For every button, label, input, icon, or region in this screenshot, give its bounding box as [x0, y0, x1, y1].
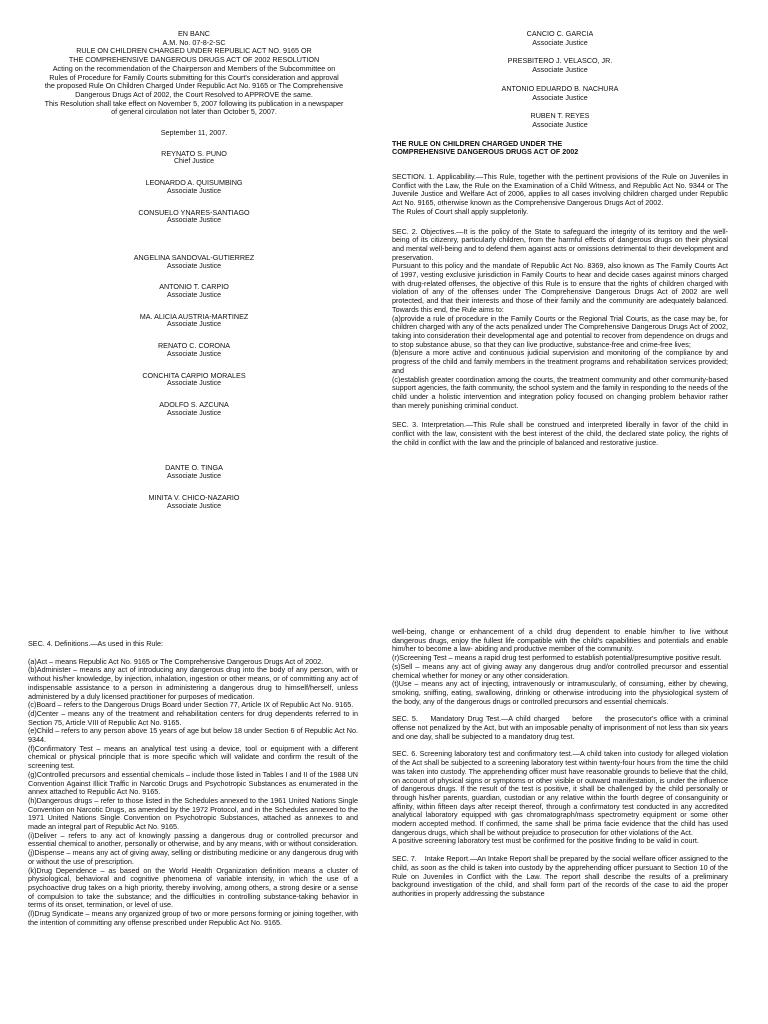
signatory-name: ANTONIO T. CARPIO: [159, 282, 229, 292]
signatory: [28, 464, 360, 481]
definition-item: well-being, change or enhancement of a child drug dependent to enable him/her to live without dangerous drugs, enjoy the fullest life compatible with the child's capabilities and potentials and enable him/her to become a law- abiding and productive member of the community.: [392, 627, 728, 654]
definition-item: (t)Use – means any act of injecting, intravenously or intramuscularly, of consuming, either by chewing, smoking, sniffing, eating, swallowing, drinking or otherwise introducing into the physiological system of the body, any of the dangerous drugs or controlled precursors and essential chemicals.: [392, 679, 728, 706]
definition-item: (g)Controlled precursors and essential chemicals – include those listed in Tables I and II of the 1988 UN Convention Against Illicit Traffic in Narcotic Drugs and Psychotropic Substances as enumerated in the annex attached to Republic Act No. 9165.: [28, 769, 358, 797]
signatory-name: CONSUELO YNARES-SANTIAGO: [138, 207, 250, 217]
header-line: A.M. No. 07-8-2-SC: [162, 37, 226, 47]
rule-title-line: THE RULE ON CHILDREN CHARGED UNDER THE: [392, 138, 563, 148]
signatory-title: Associate Justice: [532, 37, 588, 47]
section-heading: SEC. 4. Definitions.—As used in this Rule:: [28, 639, 164, 648]
section-paragraph: SEC. 6. Screening laboratory test and confirmatory test.—A child taken into custody for alleged violation of the Act shall be subjected to a screening laboratory test within twenty-four hours from the time the child was taken into custody. The apprehending officer must have reasonable grounds to believe that the child, on account of physical signs or symptoms or other visible or outward manifestation, is under the influence of dangerous drugs. If the result of the test is positive, it shall be challenged by the child personally or through his/her parents, guardian, custodian or any relative within the fourth degree of consanguinity or affinity, within fifteen days after receipt thereof, through a confirmatory test conducted in any accredited analytical laboratory equipped with gas chromatograph/mass spectrometry equipment or some other modern accepted method. If confirmed, the same shall be prima facie evidence that the child has used dangerous drugs, which shall be without prejudice to prosecution for other violations of the Act.: [392, 749, 728, 837]
signatory: [392, 30, 728, 47]
definition-item: (e)Child – refers to any person above 15 years of age but below 18 under Section 6 of Republic Act No. 9344.: [28, 726, 358, 745]
definition-item: (d)Center – means any of the treatment and rehabilitation centers for drug dependents referred to in Section 75, Article VIII of Republic Act No. 9165.: [28, 708, 358, 727]
signatory-name: PRESBITERO J. VELASCO, JR.: [507, 56, 613, 66]
header-line: of general circulation not later than October 5, 2007.: [111, 107, 277, 117]
signatory-title: Associate Justice: [166, 502, 222, 510]
section-paragraph: (b)ensure a more active and continuous judicial supervision and monitoring of the compliance by and progress of the child and family members in the treatment programs and rehabilitation services provided; and: [392, 348, 728, 375]
rule-right-column: [392, 628, 728, 899]
section-paragraph: SECTION. 1. Applicability.—This Rule, together with the pertinent provisions of the Rule on Juveniles in Conflict with the Law, the Rule on the Examination of a Child Witness, and Republic Act No. 9344 or The Juvenile Justice and Welfare Act of 2006, applies to all cases involving children charged under Republic Act No. 9165, otherwise known as the Comprehensive Dangerous Drugs Act of 2002.: [392, 172, 728, 208]
definition-item: (a)Act – means Republic Act No. 9165 or The Comprehensive Dangerous Drugs Act of 2002.: [28, 656, 324, 666]
header-line: This Resolution shall take effect on November 5, 2007 following its publication in a newspaper: [44, 98, 344, 108]
header-line: Acting on the recommendation of the Chairperson and Members of the Subcommittee on: [52, 63, 336, 73]
signatory-name: ANGELINA SANDOVAL-GUTIERREZ: [133, 252, 255, 262]
signatory: [28, 401, 360, 418]
signatory-name: RENATO C. CORONA: [157, 341, 230, 351]
signatory-name: ADOLFO S. AZCUNA: [159, 399, 229, 409]
definition-item: (b)Administer – means any act of introducing any dangerous drug into the body of any person, with or without his/her knowledge, by injection, inhalation, ingestion or other means, or of committing any act of indispensable assistance to a person in administering a dangerous drug to himself/herself, unless administered by a duly licensed practitioner for purposes of medication.: [28, 665, 358, 701]
header-line: Dangerous Drugs Act of 2002, the Court Resolved to APPROVE the same.: [75, 89, 313, 99]
rule-title-line: COMPREHENSIVE DANGEROUS DRUGS ACT OF 2002: [392, 147, 579, 157]
section-paragraph: A positive screening laboratory test must be confirmed for the positive finding to be valid in court.: [392, 836, 699, 846]
definition-item: (f)Confirmatory Test – means an analytical test using a device, tool or equipment with a different chemical or physical principle that is more specific which will validate and confirm the result of the screening test.: [28, 743, 358, 771]
signatory: [28, 283, 360, 300]
definition-item: (s)Sell – means any act of giving away any dangerous drug and/or controlled precursor and essential chemical whether for money or any other consideration.: [392, 661, 728, 680]
signatory: [28, 372, 360, 389]
signatory-name: RUBEN T. REYES: [530, 111, 590, 121]
signatory-title: Associate Justice: [166, 321, 222, 329]
signatory: [28, 494, 360, 511]
definition-item: (l)Drug Syndicate – means any organized group of two or more persons forming or joining together, with the intention of committing any offense prescribed under Republic Act No. 9165.: [28, 909, 358, 927]
signatory: [392, 85, 728, 102]
signatory: [28, 313, 360, 330]
signatory: [392, 57, 728, 74]
section-paragraph: Pursuant to this policy and the mandate of Republic Act No. 8369, also known as The Family Courts Act of 1997, vesting exclusive jurisdiction in Family Courts to hear and decide cases against minors charged with drug-related offenses, the objective of this Rule is to ensure that the rights of children charged with violation of any of the offenses under The Comprehensive Dangerous Drugs Act of 2002 are well protected, and that their interests and those of their family and the community are adequately balanced. Towards this end, the Rule aims to:: [392, 261, 728, 314]
section-5: SEC. 5. Mandatory Drug Test.—A child charged before the prosecutor's office with a criminal offense not penalized by the Act, but with an imposable penalty of imprisonment of not less than six years and one day, shall be subjected to a mandatory drug test.: [392, 714, 730, 741]
section-6: [392, 750, 728, 846]
rule-page: [0, 624, 768, 1024]
definitions-column: [28, 640, 358, 928]
section-1: [392, 173, 728, 217]
signatory-name: DANTE O. TINGA: [165, 463, 223, 473]
signatory-title: Associate Justice: [166, 187, 222, 195]
definition-item: (i)Deliver – refers to any act of knowingly passing a dangerous drug or controlled precursor and essential chemical to another, personally or otherwise, and by any means, with or without consideration.: [28, 830, 359, 849]
section-paragraph: SEC. 2. Objectives.—It is the policy of the State to safeguard the integrity of its territory and the well-being of its citizenry, particularly children, from the harmful effects of dangerous drugs on their physical and mental well-being and to defend them against acts or omissions detrimental to their development and preservation.: [392, 226, 728, 262]
signatory: [28, 209, 360, 226]
signatory: [28, 342, 360, 359]
section-3: [392, 421, 728, 447]
signatory-name: REYNATO S. PUNO: [161, 148, 227, 158]
definition-item: (k)Drug Dependence – as based on the World Health Organization definition means a cluster of physiological, behavioral and cognitive phenomena of variable intensity, in which the use of a psychoactive drug takes on a high priority, thereby involving, among others, a strong desire or a sense of compulsion to take the substance; and the difficulties in controlling substance-taking behavior in terms of its onset, termination, or level of use.: [28, 865, 358, 910]
section-2: [392, 228, 728, 411]
definition-item: (c)Board – refers to the Dangerous Drugs Board under Section 77, Article IX of Republic Act No. 9165.: [28, 700, 354, 710]
header-line: EN BANC: [178, 29, 210, 38]
definitions-list: [28, 658, 358, 928]
section-paragraph: The Rules of Court shall apply suppletorily.: [392, 206, 529, 216]
section-paragraph: (a)provide a rule of procedure in the Family Courts or the Regional Trial Courts, as the case may be, for children charged with any of the acts penalized under The Comprehensive Dangerous Drugs Act of 2002, taking into consideration their developmental age and potential to recover from dependence on drugs and to stop substance abuse, so that they can live productive, substance-free and crime-free lives;: [392, 313, 728, 349]
signatory: [28, 150, 360, 167]
signatory-title: Associate Justice: [166, 217, 222, 225]
definition-item: (h)Dangerous drugs – refer to those listed in the Schedules annexed to the 1961 United Nations Single Convention on Narcotic Drugs, as amended by the 1972 Protocol, and in the Schedules annexed to the 1971 United Nations Single Convention on Psychotropic Substances, attached as annexes to and made an integral part of Republic Act No. 9165.: [28, 795, 358, 832]
signatory-name: LEONARDO A. QUISUMBING: [145, 178, 243, 188]
header-line: RULE ON CHILDREN CHARGED UNDER REPUBLIC ACT NO. 9165 OR: [76, 46, 312, 56]
section-paragraph: SEC. 3. Interpretation.—This Rule shall be construed and interpreted liberally in favor of the child in conflict with the law, consistent with the best interest of the child, the declared state policy, the rights of the child in conflict with the law and the principle of balanced and restorative justice.: [392, 420, 728, 447]
resolution-left-column: [28, 30, 360, 511]
signatory: [392, 112, 728, 129]
signatory-name: MINITA V. CHICO-NAZARIO: [148, 492, 240, 502]
resolution-right-column: [392, 30, 728, 447]
signatory-title: Associate Justice: [166, 292, 222, 300]
header-line: the proposed Rule On Children Charged Under Republic Act No. 9165 or The Comprehensive: [44, 81, 344, 91]
section-7: SEC. 7. Intake Report.—An Intake Report shall be prepared by the social welfare officer assigned to the child, as soon as the child is taken into custody by the apprehending officer pursuant to Section 10 of the Rule on Juveniles in Conflict with the Law. The report shall describe the results of a preliminary background investigation of the child, and shall form part of the records of the case to aid the proper authorities in properly addressing the substance: [392, 854, 730, 898]
section-paragraph: (c)establish greater coordination among the courts, the treatment community and other community-based support agencies, the faith community, the school system and the family in responding to the needs of the child under a holistic intervention and integration policy focused on changing problem behavior rather than merely punishing criminal conduct.: [392, 374, 728, 410]
signatory-name: ANTONIO EDUARDO B. NACHURA: [501, 83, 619, 93]
signatory-name: CONCHITA CARPIO MORALES: [142, 370, 246, 380]
signatory-title: Associate Justice: [532, 92, 588, 102]
signatory-title: Chief Justice: [173, 158, 215, 166]
header-line: Rules of Procedure for Family Courts submitting for this Court's consideration and approval: [49, 72, 339, 82]
signatory-title: Associate Justice: [166, 262, 222, 270]
signatory-title: Associate Justice: [166, 350, 222, 358]
signatory-title: Associate Justice: [166, 380, 222, 388]
rule-title: [392, 140, 728, 157]
signatory-title: Associate Justice: [166, 409, 222, 417]
signatory-title: Associate Justice: [532, 65, 588, 75]
header-line: THE COMPREHENSIVE DANGEROUS DRUGS ACT OF 2002 RESOLUTION: [68, 55, 320, 65]
signatory: [28, 179, 360, 196]
signatory-name: CANCIO C. GARCIA: [526, 29, 594, 38]
signatory: [28, 254, 360, 271]
signatory-title: Associate Justice: [166, 473, 222, 481]
resolution-date: September 11, 2007.: [160, 128, 228, 138]
signatory-name: MA. ALICIA AUSTRIA-MARTINEZ: [139, 311, 249, 321]
definition-item: (j)Dispense – means any act of giving away, selling or distributing medicine or any dangerous drug with or without the use of prescription.: [28, 848, 358, 866]
definition-item: (r)Screening Test – means a rapid drug test performed to establish potential/presumptive positive result.: [392, 653, 722, 663]
signatory-title: Associate Justice: [532, 119, 588, 129]
